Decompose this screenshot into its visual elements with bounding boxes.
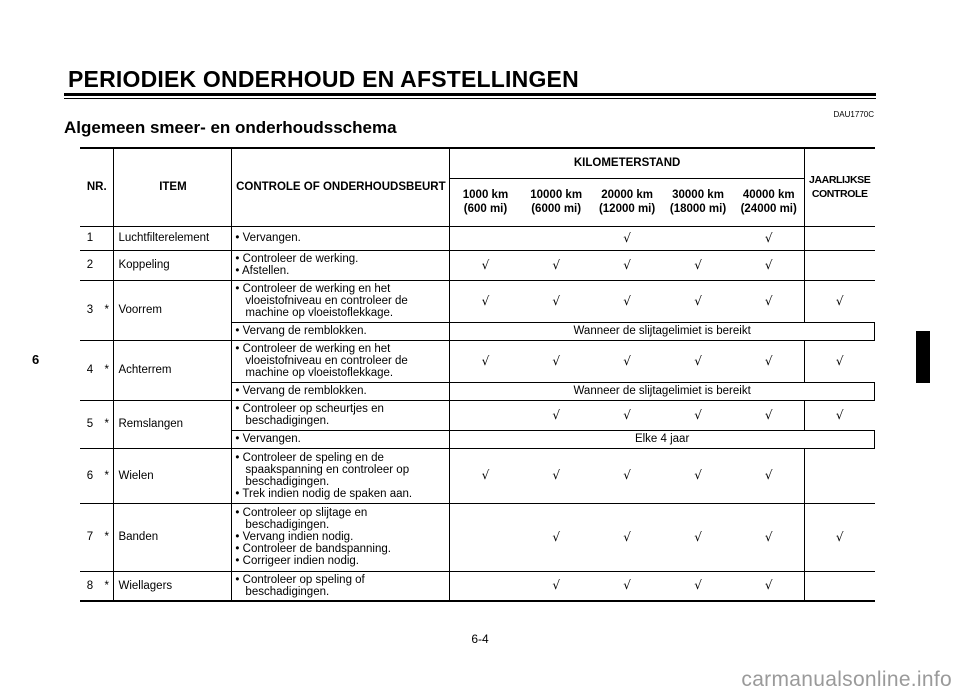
annual-check-cell: [804, 280, 874, 322]
row-control-text: [232, 280, 450, 322]
row-star-marker: *: [100, 571, 114, 601]
km-check-cell: [521, 226, 592, 250]
row-control-text: [232, 448, 450, 503]
row-control-text: [232, 226, 450, 250]
check-mark-icon: √: [764, 529, 773, 544]
km-check-cell: [450, 226, 521, 250]
check-mark-icon: √: [835, 407, 844, 422]
row-number: 4: [80, 340, 100, 400]
km-check-cell: [592, 503, 663, 571]
row-number: 5: [80, 400, 100, 448]
page-number: 6-4: [471, 632, 489, 646]
check-mark-icon: √: [764, 353, 773, 368]
table-row: [80, 250, 875, 280]
km-check-cell: [450, 400, 521, 430]
document-code: DAU1770C: [833, 110, 874, 119]
table-row: [80, 571, 875, 601]
control-line: • Controleer de werking en het vloeistofniveau en controleer de machine op vloeistoflekkage.: [235, 343, 408, 379]
control-line: • Controleer op slijtage en beschadigingen.: [235, 507, 368, 531]
check-mark-icon: √: [694, 407, 702, 422]
check-mark-icon: √: [623, 407, 631, 422]
header-kilometerstand: KILOMETERSTAND: [450, 148, 805, 178]
row-item-name: Koppeling: [114, 250, 232, 280]
row-sub-control-text: • Vervangen.: [232, 430, 450, 448]
km-check-cell: [663, 400, 734, 430]
row-item-name: Banden: [114, 503, 232, 571]
check-mark-icon: √: [835, 293, 844, 308]
header-km-1000: 1000 km (600 mi): [450, 178, 521, 226]
table-header-row: [80, 148, 875, 178]
table-body: [80, 226, 875, 601]
check-mark-icon: √: [623, 529, 631, 544]
header-annual-check: [804, 148, 874, 226]
km-check-cell: [521, 503, 592, 571]
row-item-name: Achterrem: [114, 340, 232, 400]
title-rule-thick: [64, 93, 876, 96]
check-mark-icon: √: [623, 293, 631, 308]
row-control-text: [232, 503, 450, 571]
km-check-cell: [663, 571, 734, 601]
row-number: 7: [80, 503, 100, 571]
check-mark-icon: √: [552, 407, 560, 422]
check-mark-icon: √: [623, 468, 631, 482]
check-mark-icon: √: [481, 468, 490, 482]
check-mark-icon: √: [481, 353, 490, 368]
annual-check-cell: [804, 226, 874, 250]
km-check-cell: [592, 280, 663, 322]
control-line: • Trek indien nodig de spaken aan.: [235, 487, 413, 500]
annual-check-cell: [804, 503, 874, 571]
km-check-cell: [663, 226, 734, 250]
check-mark-icon: √: [552, 293, 560, 308]
row-sub-control-text: • Vervang de remblokken.: [232, 382, 450, 400]
row-number: 2: [80, 250, 100, 280]
table-row: [80, 400, 875, 430]
row-item-name: Voorrem: [114, 280, 232, 340]
check-mark-icon: √: [552, 529, 560, 544]
row-number: 6: [80, 448, 100, 503]
check-mark-icon: √: [623, 257, 631, 272]
header-annual-line1: JAARLIJKSE: [809, 174, 871, 187]
header-km-10000: 10000 km (6000 mi): [521, 178, 592, 226]
row-control-text: [232, 250, 450, 280]
annual-check-cell: [804, 400, 874, 430]
row-item-name: Luchtfilterelement: [114, 226, 232, 250]
check-mark-icon: √: [835, 529, 844, 544]
control-line: • Controleer de werking.: [235, 253, 359, 265]
km-check-cell: [450, 280, 521, 322]
row-sub-control-text: • Vervang de remblokken.: [232, 322, 450, 340]
title-rule-thin: [64, 98, 876, 99]
control-line: • Controleer op scheurtjes en beschadigingen.: [235, 403, 384, 427]
km-check-cell: [450, 340, 521, 382]
km-check-cell: [734, 503, 805, 571]
km-check-cell: [663, 448, 734, 503]
km-check-cell: [521, 448, 592, 503]
km-check-cell: [734, 340, 805, 382]
km-check-cell: [734, 280, 805, 322]
km-check-cell: [734, 448, 805, 503]
check-mark-icon: √: [694, 293, 702, 308]
km-check-cell: [663, 280, 734, 322]
header-km-30000: 30000 km (18000 mi): [663, 178, 734, 226]
row-number: 3: [80, 280, 100, 340]
check-mark-icon: √: [623, 353, 631, 368]
row-item-name: Remslangen: [114, 400, 232, 448]
check-mark-icon: √: [481, 293, 490, 308]
check-mark-icon: √: [764, 578, 773, 593]
km-check-cell: [734, 250, 805, 280]
km-check-cell: [521, 400, 592, 430]
km-check-cell: [450, 571, 521, 601]
row-star-marker: *: [100, 280, 114, 340]
check-mark-icon: √: [764, 257, 773, 272]
section-title: Algemeen smeer- en onderhoudsschema: [64, 118, 397, 137]
row-star-marker: *: [100, 400, 114, 448]
maintenance-schedule-table: [80, 147, 875, 602]
km-check-cell: [663, 340, 734, 382]
header-item: ITEM: [114, 148, 232, 226]
table-row: [80, 448, 875, 503]
check-mark-icon: √: [694, 257, 702, 272]
row-item-name: Wiellagers: [114, 571, 232, 601]
check-mark-icon: √: [764, 230, 773, 245]
table-row: [80, 226, 875, 250]
header-annual-line2: CONTROLE: [811, 188, 868, 201]
check-mark-icon: √: [623, 230, 631, 245]
control-line: • Vervang indien nodig.: [235, 531, 354, 543]
annual-check-cell: [804, 340, 874, 382]
control-line: • Controleer de speling en de spaakspanning en controleer op beschadigingen.: [235, 451, 410, 488]
row-control-text: [232, 400, 450, 430]
header-km-40000: 40000 km (24000 mi): [734, 178, 805, 226]
row-star-marker: *: [100, 503, 114, 571]
annual-check-cell: [804, 250, 874, 280]
km-check-cell: [663, 503, 734, 571]
km-check-cell: [450, 250, 521, 280]
row-control-text: [232, 571, 450, 601]
chapter-title: PERIODIEK ONDERHOUD EN AFSTELLINGEN: [68, 66, 579, 92]
km-check-cell: [521, 340, 592, 382]
check-mark-icon: √: [694, 529, 702, 544]
row-star-marker: [100, 226, 114, 250]
table-row: [80, 503, 875, 571]
km-check-cell: [592, 448, 663, 503]
control-line: • Controleer de werking en het vloeistofniveau en controleer de machine op vloeistoflekkage.: [235, 283, 408, 319]
km-check-cell: [592, 571, 663, 601]
row-number: 1: [80, 226, 100, 250]
check-mark-icon: √: [552, 353, 560, 368]
watermark: carmanualsonline.info: [741, 668, 952, 691]
row-interval-note: Wanneer de slijtagelimiet is bereikt: [450, 322, 875, 340]
annual-check-cell: [804, 448, 874, 503]
check-mark-icon: √: [694, 468, 702, 482]
chapter-tab-number: 6: [32, 352, 40, 367]
row-item-name: Wielen: [114, 448, 232, 503]
row-control-text: [232, 340, 450, 382]
km-check-cell: [663, 250, 734, 280]
km-check-cell: [521, 250, 592, 280]
control-line: • Controleer op speling of beschadigingen.: [235, 573, 365, 598]
control-line: • Corrigeer indien nodig.: [235, 555, 359, 567]
check-mark-icon: √: [835, 353, 844, 368]
km-check-cell: [521, 280, 592, 322]
km-check-cell: [592, 250, 663, 280]
check-mark-icon: √: [552, 257, 560, 272]
table-row: [80, 280, 875, 322]
chapter-thumb-marker: [916, 331, 930, 383]
km-check-cell: [592, 226, 663, 250]
check-mark-icon: √: [481, 257, 490, 272]
row-interval-note: Elke 4 jaar: [450, 430, 875, 448]
annual-check-cell: [804, 571, 874, 601]
header-km-20000: 20000 km (12000 mi): [592, 178, 663, 226]
row-number: 8: [80, 571, 100, 601]
km-check-cell: [734, 400, 805, 430]
check-mark-icon: √: [623, 578, 631, 593]
km-check-cell: [592, 400, 663, 430]
check-mark-icon: √: [764, 468, 773, 482]
check-mark-icon: √: [694, 353, 702, 368]
table-row: [80, 340, 875, 382]
header-control: CONTROLE OF ONDERHOUDSBEURT: [232, 148, 450, 226]
control-line: • Vervangen.: [235, 232, 301, 244]
km-check-cell: [592, 340, 663, 382]
row-star-marker: *: [100, 448, 114, 503]
check-mark-icon: √: [552, 468, 560, 482]
km-check-cell: [521, 571, 592, 601]
check-mark-icon: √: [764, 293, 773, 308]
row-interval-note: Wanneer de slijtagelimiet is bereikt: [450, 382, 875, 400]
km-check-cell: [734, 226, 805, 250]
row-star-marker: *: [100, 340, 114, 400]
control-line: • Controleer de bandspanning.: [235, 543, 391, 555]
km-check-cell: [450, 503, 521, 571]
row-star-marker: [100, 250, 114, 280]
header-nr: NR.: [80, 148, 114, 226]
check-mark-icon: √: [764, 407, 773, 422]
control-line: • Afstellen.: [235, 265, 290, 277]
km-check-cell: [734, 571, 805, 601]
km-check-cell: [450, 448, 521, 503]
check-mark-icon: √: [694, 578, 702, 593]
check-mark-icon: √: [552, 578, 560, 593]
